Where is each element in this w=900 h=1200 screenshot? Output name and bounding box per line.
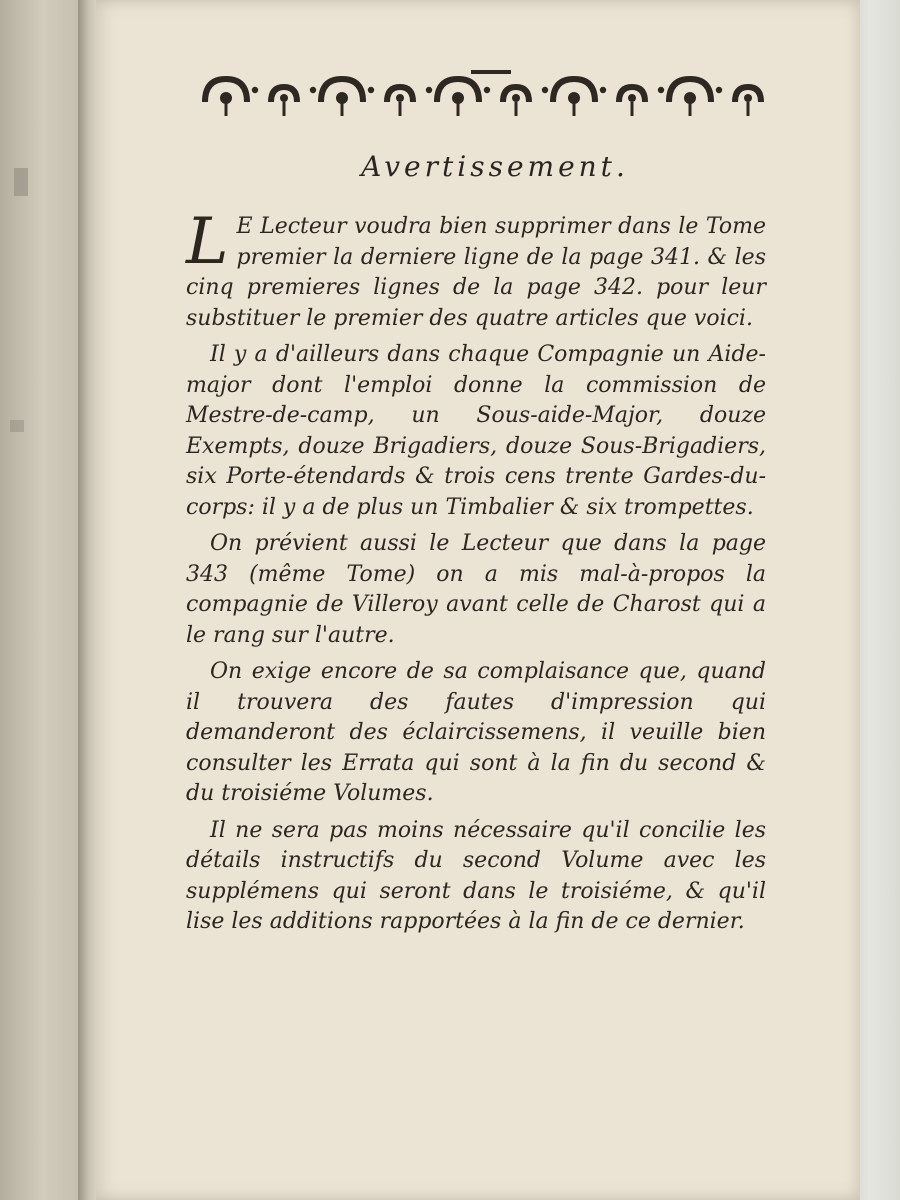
paragraph: On exige encore de sa complaisance que, quand il trouvera des fautes d'impression qui demanderont des éclaircissemens, il veuille bien consulter les Errata qui sont à la fin du second & du troisiéme Volumes. <box>186 659 766 806</box>
book-gutter <box>78 0 96 1200</box>
paragraph: Il ne sera pas moins nécessaire qu'il concilie les détails instructifs du second Volume avec les supplémens qui seront dans le troisiéme, & qu'il lise les additions rapportées à la fin de ce dernier. <box>186 817 766 934</box>
paragraph: Il y a d'ailleurs dans chaque Compagnie un Aide-major dont l'emploi donne la commission de Mestre-de-camp, un Sous-aide-Major, douze Exempts, douze Brigadiers, douze Sous-Brigadiers, six Porte-étendards & trois cens trente Gardes-du-corps: il y a de plus un Timbalier & six trompettes. <box>186 342 766 520</box>
facing-page-mark <box>10 420 24 432</box>
drop-cap: L <box>186 205 229 279</box>
page-body <box>186 205 766 944</box>
book-page <box>90 0 860 1200</box>
paragraph <box>186 205 766 334</box>
paragraph: On prévient aussi le Lecteur que dans la page 343 (même Tome) on a mis mal-à-propos la compagnie de Villeroy avant celle de Charost qui a le rang sur l'autre. <box>186 531 766 648</box>
floral-headpiece-icon <box>196 62 776 132</box>
facing-page-mark <box>14 168 28 196</box>
paragraph-text: E Lecteur voudra bien supprimer dans le Tome premier la derniere ligne de la page 341. & les cinq premieres lignes de la page 342. pour leur substituer le premier des quatre articles que voici. <box>186 214 766 331</box>
page-title: Avertissement. <box>361 150 629 183</box>
